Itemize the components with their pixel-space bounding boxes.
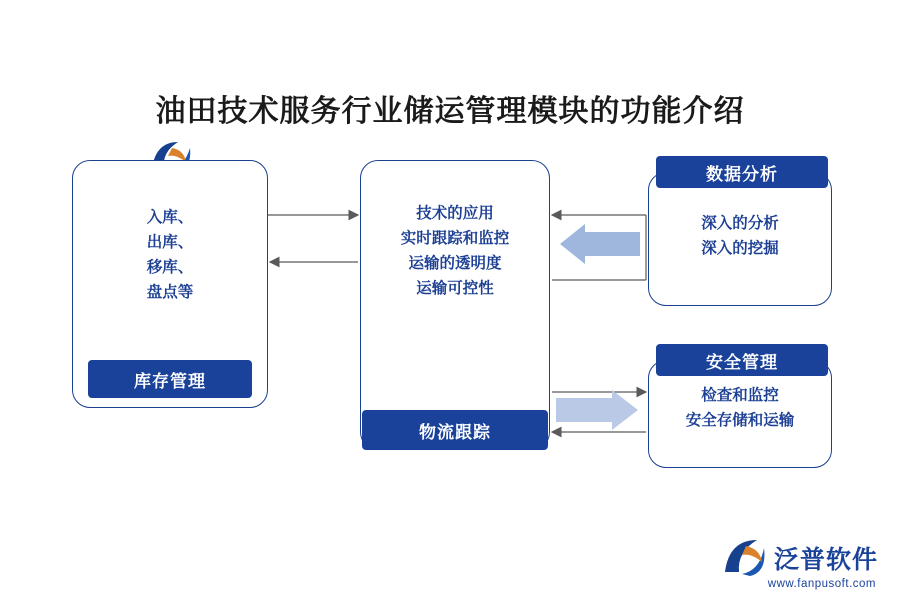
brand-url: www.fanpusoft.com [767,578,876,590]
decorative-arrow-left [560,224,640,264]
node-logistics-text [360,200,550,300]
logistics-line-3: 运输的透明度 [408,253,502,272]
node-data-analysis-text [648,210,832,260]
badge-safety-management[interactable]: 安全管理 [656,344,828,376]
node-inventory-text [72,204,268,304]
safety-line-1: 检查和监控 [701,385,779,404]
data-analysis-line-2: 深入的挖掘 [701,238,779,257]
badge-inventory-management[interactable]: 库存管理 [88,360,252,398]
logistics-line-2: 实时跟踪和监控 [400,228,510,247]
safety-line-2: 安全存储和运输 [685,410,795,429]
page-title: 油田技术服务行业储运管理模块的功能介绍 [155,94,745,129]
decorative-arrow-right [556,390,638,430]
inventory-line-2: 出库、 [146,232,194,251]
brand-logo [720,538,878,578]
inventory-line-1: 入库、 [146,207,194,226]
logistics-line-1: 技术的应用 [416,203,494,222]
badge-logistics-tracking[interactable]: 物流跟踪 [362,410,548,450]
inventory-line-3: 移库、 [146,257,194,276]
node-safety-management-text [648,382,832,432]
brand-mark-icon [720,538,766,578]
inventory-line-4: 盘点等 [146,282,194,301]
brand-name: 泛普软件 [773,545,878,574]
data-analysis-line-1: 深入的分析 [701,213,779,232]
logistics-line-4: 运输可控性 [416,278,494,297]
badge-data-analysis[interactable]: 数据分析 [656,156,828,188]
